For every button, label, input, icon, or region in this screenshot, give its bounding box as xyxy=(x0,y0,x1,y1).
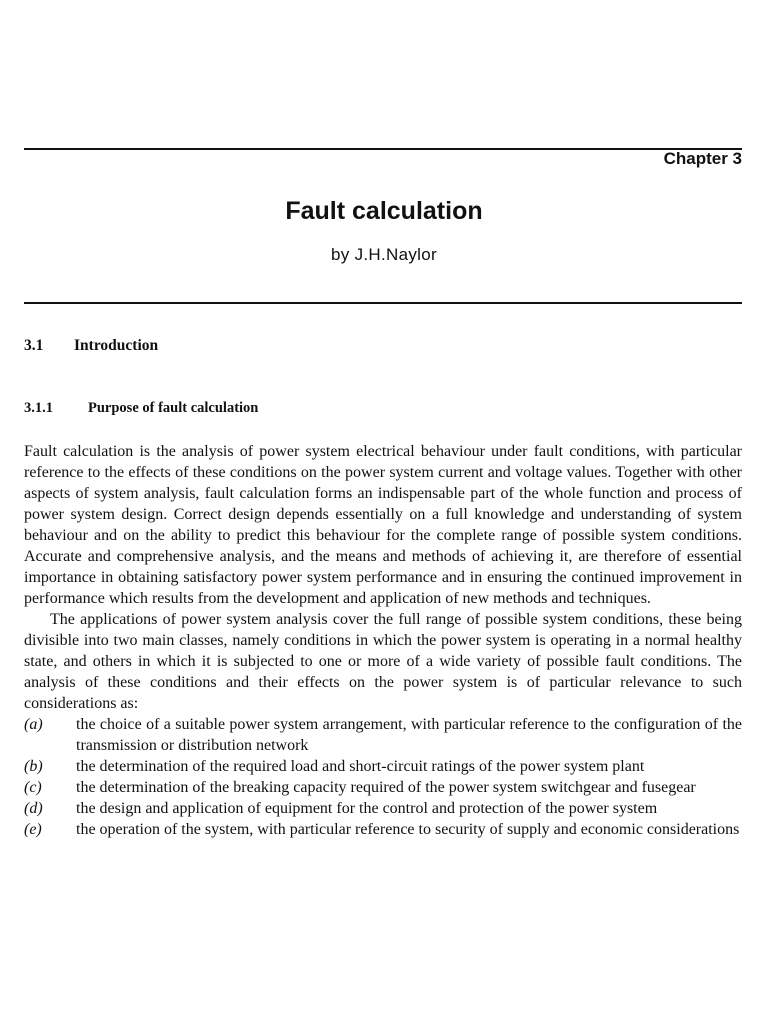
bottom-rule xyxy=(24,302,742,304)
list-item xyxy=(24,756,742,777)
section-heading xyxy=(24,337,158,355)
list-item xyxy=(24,777,742,798)
list-item xyxy=(24,819,742,840)
list-item xyxy=(24,798,742,819)
chapter-title: Fault calculation xyxy=(285,197,483,225)
subsection-title: Purpose of fault calculation xyxy=(88,400,259,416)
considerations-list xyxy=(24,714,742,840)
chapter-label: Chapter 3 xyxy=(663,149,742,168)
list-text: the design and application of equipment for the control and protection of the power system xyxy=(76,800,658,817)
paragraph: The applications of power system analysis cover the full range of possible system conditions, these being divisible into two main classes, namely conditions in which the power system is operating in a normal healthy state, and others in which it is subjected to one or more of a wide variety of possible fault conditions. The analysis of these conditions and their effects on the power system is of particular relevance to such considerations as: xyxy=(24,611,742,712)
list-text: the choice of a suitable power system arrangement, with particular reference to the configuration of the transmission or distribution network xyxy=(76,716,742,754)
list-marker: (a) xyxy=(24,716,43,733)
list-marker: (c) xyxy=(24,779,42,796)
subsection-heading xyxy=(24,400,258,417)
list-text: the determination of the required load and short-circuit ratings of the power system plant xyxy=(76,758,645,775)
list-marker: (b) xyxy=(24,758,43,775)
list-text: the operation of the system, with particular reference to security of supply and economic considerations xyxy=(76,821,740,838)
section-number: 3.1 xyxy=(24,337,44,354)
paragraph: Fault calculation is the analysis of power system electrical behaviour under fault conditions, with particular reference to the effects of these conditions on the power system current and voltage values. Together with other aspects of system analysis, fault calculation forms an indispensable part of the whole function and process of power system design. Correct design depends essentially on a full knowledge and understanding of system behaviour and on the ability to predict this behaviour for the complete range of possible system conditions. Accurate and comprehensive analysis, and the means and methods of achieving it, are therefore of essential importance in obtaining satisfactory power system performance and in ensuring the continued improvement in performance which results from the development and application of new methods and techniques. xyxy=(24,443,742,607)
author-line: by J.H.Naylor xyxy=(331,245,437,264)
subsection-number: 3.1.1 xyxy=(24,400,53,416)
top-rule xyxy=(24,148,742,150)
list-marker: (e) xyxy=(24,821,42,838)
list-marker: (d) xyxy=(24,800,43,817)
list-item xyxy=(24,714,742,756)
section-title: Introduction xyxy=(74,337,159,354)
list-text: the determination of the breaking capacity required of the power system switchgear and fusegear xyxy=(76,779,696,796)
body-text xyxy=(24,441,742,840)
